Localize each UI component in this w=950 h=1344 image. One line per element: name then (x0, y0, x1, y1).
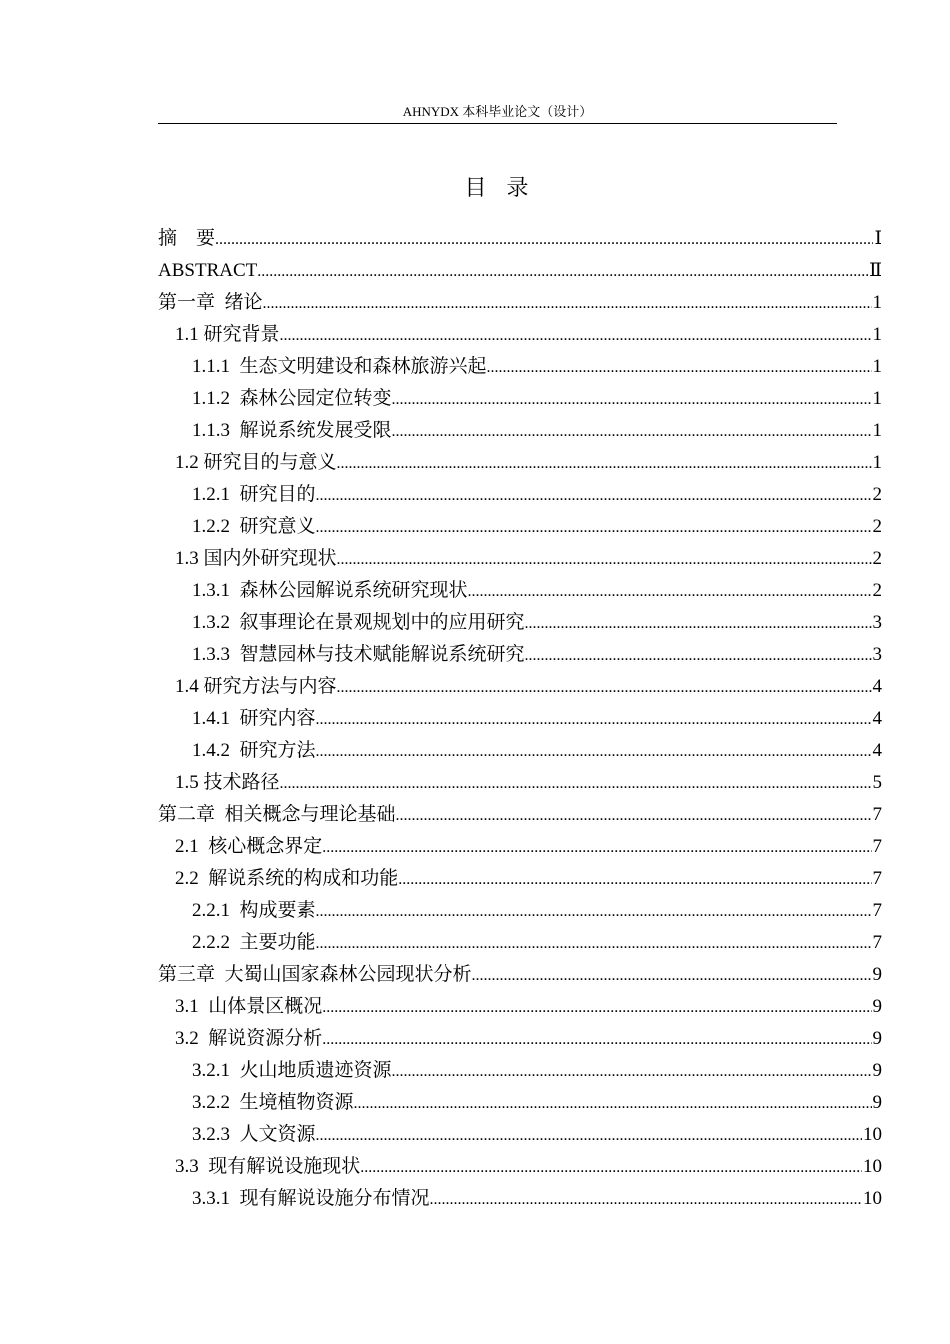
toc-dot-leader (263, 288, 872, 320)
toc-entry-page: Ⅰ (874, 228, 882, 249)
toc-dot-leader (392, 416, 872, 448)
toc-entry-page: 9 (872, 1028, 882, 1049)
toc-entry-page: 7 (872, 868, 882, 889)
toc-entry[interactable] (158, 351, 882, 383)
toc-entry[interactable] (158, 415, 882, 447)
toc-dot-leader (337, 448, 872, 480)
toc-entry-page: 9 (872, 996, 882, 1017)
toc-entry-page: 10 (863, 1156, 882, 1177)
toc-entry-label: 1.2 研究目的与意义 (175, 452, 337, 473)
toc-dot-leader (392, 1056, 872, 1088)
header-rule (158, 123, 837, 124)
page-header: AHNYDX 本科毕业论文（设计） (402, 104, 593, 119)
toc-entry-label: 1.2.2 研究意义 (192, 516, 316, 537)
toc-entry-page: 3 (872, 644, 882, 665)
toc-entry-page: 7 (872, 900, 882, 921)
toc-entry-page: Ⅱ (869, 260, 882, 281)
toc-dot-leader (322, 1024, 871, 1056)
toc-title: 目 录 (464, 176, 531, 201)
toc-entry-label: 3.2.1 火山地质遗迹资源 (192, 1060, 392, 1081)
toc-entry-label: 第三章 大蜀山国家森林公园现状分析 (158, 964, 472, 985)
toc-dot-leader (487, 352, 872, 384)
toc-entry-page: 3 (872, 612, 882, 633)
toc-entry-label: 3.3.1 现有解说设施分布情况 (192, 1188, 430, 1209)
toc-entry-label: ABSTRACT (158, 260, 258, 281)
toc-entry[interactable] (158, 223, 882, 255)
toc-entry-page: 7 (872, 836, 882, 857)
toc-dot-leader (337, 544, 872, 576)
toc-entry[interactable] (158, 447, 882, 479)
toc-dot-leader (354, 1088, 872, 1120)
toc-entry-page: 1 (872, 388, 882, 409)
toc-entry[interactable] (158, 1119, 882, 1151)
toc-entry[interactable] (158, 639, 882, 671)
toc-entry-page: 9 (872, 1060, 882, 1081)
toc-entry-label: 3.1 山体景区概况 (175, 996, 323, 1017)
toc-entry-page: 2 (872, 516, 882, 537)
toc-dot-leader (525, 608, 872, 640)
toc-entry[interactable] (158, 863, 882, 895)
toc-entry-page: 7 (872, 804, 882, 825)
toc-entry-label: 1.3.2 叙事理论在景观规划中的应用研究 (192, 612, 525, 633)
toc-entry-page: 2 (872, 548, 882, 569)
toc-entry-label: 3.2 解说资源分析 (175, 1028, 323, 1049)
toc-dot-leader (396, 800, 872, 832)
toc-entry[interactable] (158, 991, 882, 1023)
toc-entry[interactable] (158, 767, 882, 799)
toc-dot-leader (316, 1120, 862, 1152)
toc-entry-label: 摘 要 (158, 228, 216, 249)
toc-entry[interactable] (158, 479, 882, 511)
toc-entry-page: 9 (872, 964, 882, 985)
toc-dot-leader (392, 384, 872, 416)
toc-dot-leader (215, 224, 873, 256)
toc-entry[interactable] (158, 543, 882, 575)
toc-entry[interactable] (158, 927, 882, 959)
toc-dot-leader (280, 320, 872, 352)
toc-entry-page: 9 (872, 1092, 882, 1113)
toc-entry-label: 3.3 现有解说设施现状 (175, 1156, 361, 1177)
toc-entry[interactable] (158, 1151, 882, 1183)
toc-dot-leader (337, 672, 872, 704)
toc-entry[interactable] (158, 1055, 882, 1087)
toc-entry-label: 3.2.2 生境植物资源 (192, 1092, 354, 1113)
toc-entry-page: 5 (872, 772, 882, 793)
toc-entry[interactable] (158, 575, 882, 607)
toc-dot-leader (398, 864, 871, 896)
toc-dot-leader (472, 960, 872, 992)
toc-dot-leader (316, 928, 872, 960)
toc-dot-leader (316, 480, 872, 512)
toc-entry-label: 1.4.2 研究方法 (192, 740, 316, 761)
toc-entry-label: 1.1.3 解说系统发展受限 (192, 420, 392, 441)
toc-entry-page: 4 (872, 740, 882, 761)
toc-entry-label: 2.2.1 构成要素 (192, 900, 316, 921)
toc-entry-page: 1 (872, 324, 882, 345)
toc-entry-page: 10 (863, 1188, 882, 1209)
toc-dot-leader (316, 704, 872, 736)
toc-entry-label: 1.3.3 智慧园林与技术赋能解说系统研究 (192, 644, 525, 665)
toc-entry-page: 1 (872, 356, 882, 377)
toc-entry[interactable] (158, 383, 882, 415)
toc-entry-label: 1.3.1 森林公园解说系统研究现状 (192, 580, 468, 601)
toc-entry[interactable] (158, 607, 882, 639)
toc-entry-label: 2.2.2 主要功能 (192, 932, 316, 953)
toc-entry-label: 1.1.2 森林公园定位转变 (192, 388, 392, 409)
toc-dot-leader (525, 640, 872, 672)
toc-entry-label: 1.1 研究背景 (175, 324, 280, 345)
toc-entry-page: 4 (872, 676, 882, 697)
toc-entry[interactable] (158, 511, 882, 543)
toc-entry-label: 第二章 相关概念与理论基础 (158, 804, 396, 825)
toc-entry-page: 1 (872, 452, 882, 473)
toc-entry-page: 1 (872, 292, 882, 313)
toc-entry-label: 1.3 国内外研究现状 (175, 548, 337, 569)
toc-entry-page: 1 (872, 420, 882, 441)
toc-entry-page: 4 (872, 708, 882, 729)
toc-entry-label: 2.2 解说系统的构成和功能 (175, 868, 399, 889)
toc-entry-label: 2.1 核心概念界定 (175, 836, 323, 857)
toc-entry[interactable] (158, 735, 882, 767)
toc-dot-leader (316, 896, 872, 928)
toc-entry[interactable] (158, 255, 882, 287)
toc-entry-label: 1.5 技术路径 (175, 772, 280, 793)
toc-entry-label: 1.1.1 生态文明建设和森林旅游兴起 (192, 356, 487, 377)
toc-dot-leader (316, 512, 872, 544)
toc-dot-leader (468, 576, 872, 608)
toc-entry[interactable] (158, 959, 882, 991)
toc-dot-leader (316, 736, 872, 768)
toc-entry-label: 1.2.1 研究目的 (192, 484, 316, 505)
toc-entry-page: 2 (872, 484, 882, 505)
table-of-contents (158, 223, 882, 1215)
toc-entry[interactable] (158, 671, 882, 703)
toc-entry[interactable] (158, 1087, 882, 1119)
toc-entry[interactable] (158, 287, 882, 319)
toc-entry[interactable] (158, 895, 882, 927)
toc-dot-leader (322, 992, 871, 1024)
toc-dot-leader (280, 768, 872, 800)
toc-entry[interactable] (158, 703, 882, 735)
toc-entry[interactable] (158, 831, 882, 863)
toc-entry-label: 第一章 绪论 (158, 292, 263, 313)
toc-entry-label: 1.4.1 研究内容 (192, 708, 316, 729)
toc-entry[interactable] (158, 1183, 882, 1215)
toc-dot-leader (322, 832, 871, 864)
toc-dot-leader (430, 1184, 862, 1216)
toc-entry-page: 10 (863, 1124, 882, 1145)
toc-entry[interactable] (158, 799, 882, 831)
toc-entry-page: 7 (872, 932, 882, 953)
toc-entry[interactable] (158, 1023, 882, 1055)
toc-entry[interactable] (158, 319, 882, 351)
toc-entry-label: 1.4 研究方法与内容 (175, 676, 337, 697)
toc-dot-leader (257, 256, 868, 288)
toc-entry-page: 2 (872, 580, 882, 601)
toc-dot-leader (360, 1152, 862, 1184)
toc-entry-label: 3.2.3 人文资源 (192, 1124, 316, 1145)
